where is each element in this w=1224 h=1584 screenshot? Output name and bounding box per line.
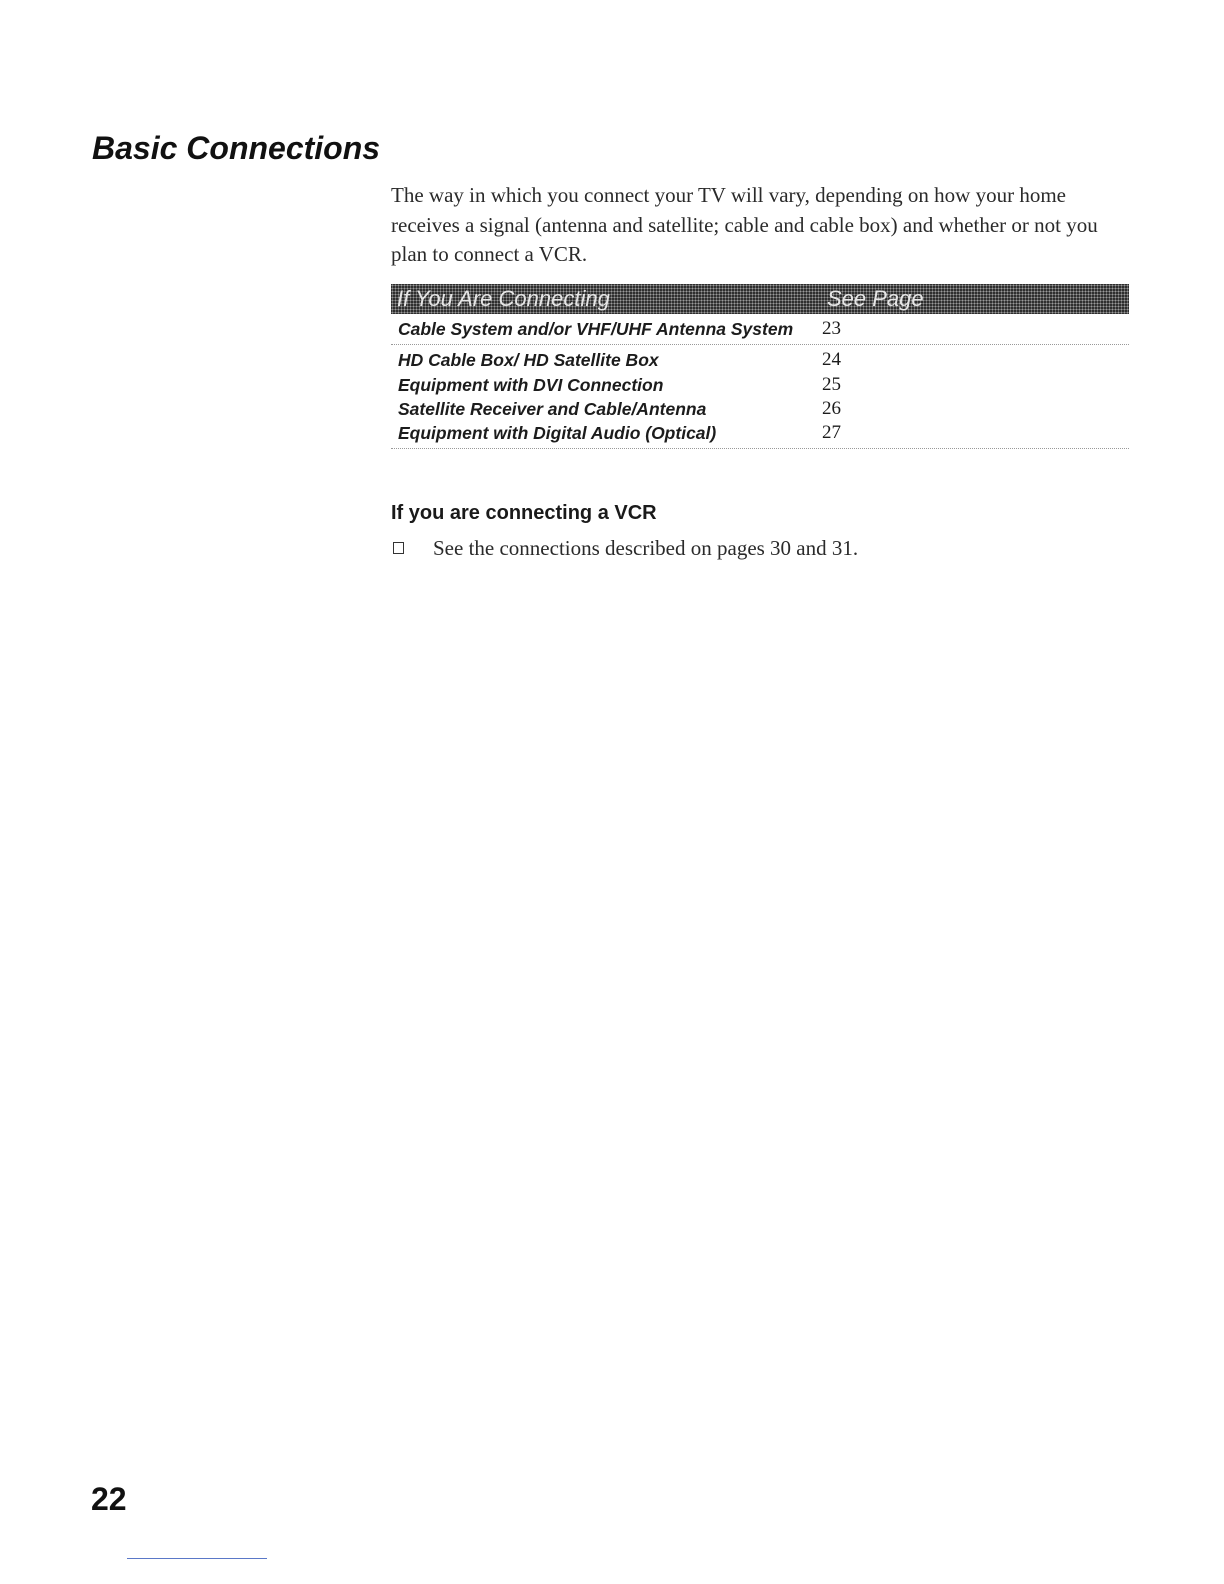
table-header: [391, 284, 1129, 314]
page-number: 22: [91, 1481, 127, 1517]
row-page: 26: [822, 397, 841, 419]
connections-table: [391, 284, 1129, 449]
page-title: Basic Connections: [92, 130, 381, 166]
row-item: Equipment with DVI Connection: [398, 374, 664, 395]
table-row: [391, 397, 1129, 421]
table-row: [391, 348, 1129, 372]
vcr-bullet-text: See the connections described on pages 30 and 31.: [433, 536, 859, 560]
row-item: Satellite Receiver and Cable/Antenna: [398, 398, 707, 419]
row-item: Cable System and/or VHF/UHF Antenna System: [398, 319, 794, 339]
row-page: 23: [822, 318, 841, 339]
row-item: HD Cable Box/ HD Satellite Box: [398, 350, 659, 371]
vcr-heading: If you are connecting a VCR: [391, 502, 657, 524]
table-row: [391, 373, 1129, 397]
header-connecting: If You Are Connecting: [397, 286, 610, 311]
checkbox-bullet-icon: [393, 542, 404, 554]
row-item: Equipment with Digital Audio (Optical): [398, 423, 717, 444]
footer-rule: [127, 1558, 267, 1559]
intro-paragraph: The way in which you connect your TV will vary, depending on how your home receives a signal (antenna and satellite; cable and cable box) and whether or not you plan to connect a VCR.: [391, 183, 1098, 266]
table-group-2: [391, 345, 1129, 449]
row-page: 24: [822, 349, 841, 371]
row-page: 25: [822, 373, 841, 395]
table-row: [391, 317, 1129, 341]
header-see-page: See Page: [827, 286, 924, 311]
row-page: 27: [822, 422, 841, 444]
table-group-1: [391, 314, 1129, 345]
table-row: [391, 421, 1129, 445]
